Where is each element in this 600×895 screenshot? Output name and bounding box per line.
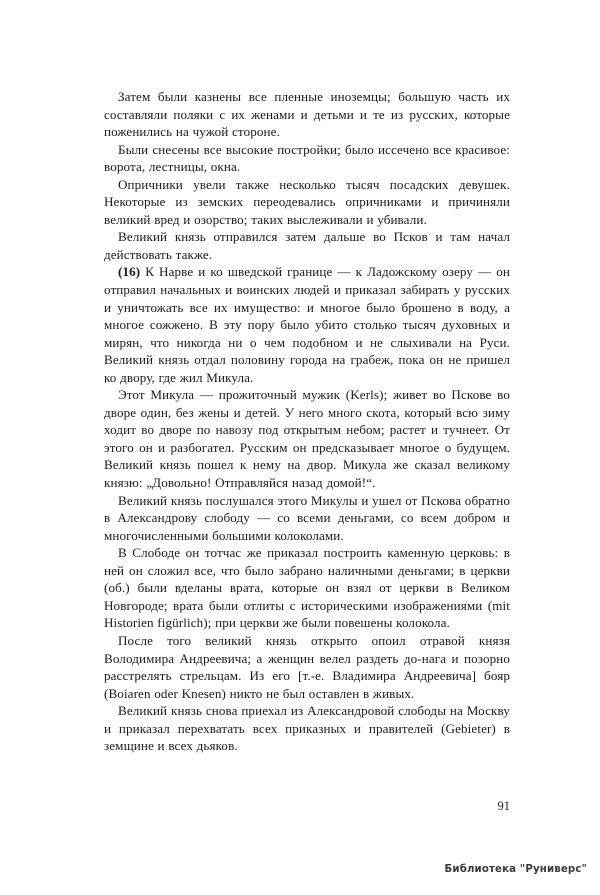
paragraph-text: К Нарве и ко шведской границе — к Ладожскому озеру — он отправил начальных и воинских людей и приказал забирать у русских и уничтожать все их имущество: и многое было брошено в воду, а многое сожжено. В эту пору было убито столько тысяч духовных и мирян, что никогда ни о чем подобном и не слыхивали на Руси. Великий князь отдал половину города на грабеж, пока он не пришел ко двору, где жил Микула. [104, 264, 510, 385]
page-text-body [104, 88, 510, 755]
paragraph: Затем были казнены все пленные иноземцы; большую часть их составляли поляки с их женами и детьми и те из русских, которые поженились на чужой стороне. [104, 89, 510, 140]
paragraph: Великий князь снова приехал из Александровой слободы на Москву и приказал перехватать всех приказных и правителей (Gebieter) в земщине и всех дьяков. [104, 703, 510, 754]
paragraph: Великий князь послушался этого Микулы и ушел от Пскова обратно в Александрову слободу — со всеми деньгами, со всем добром и многочисленными большими колоколами. [104, 492, 510, 543]
paragraph: Опричники увели также несколько тысяч посадских девушек. Некоторые из земских переодевались опричниками и причиняли великий вред и озорство; таких выслеживали и убивали. [104, 176, 510, 227]
library-footer-stamp: Библиотека "Руниверс" [444, 864, 587, 875]
paragraph: После того великий князь открыто опоил отравой князя Володимира Андреевича; а женщин велел раздеть до-нага и позорно расстрелять стрельцам. Из его [т.-е. Владимира Андреевича] бояр (Boiaren oder Knesen) никто не был оставлен в живых. [104, 632, 510, 701]
section-marker: (16) [118, 264, 141, 280]
paragraph-numbered-16 [104, 263, 510, 386]
paragraph: Были снесены все высокие постройки; было иссечено все красивое: ворота, лестницы, окна. [104, 141, 510, 175]
paragraph: Великий князь отправился затем дальше во Псков и там начал действовать также. [104, 229, 510, 262]
paragraph: Этот Микула — прожиточный мужик (Kerls); живет во Пскове во дворе один, без жены и детей. У него много скота, который всю зиму ходит во дворе по навозу под открытым небом; растет и тучнеет. От этого он и разбогател. Русским он предсказывает многое о будущем. Великий князь пошел к нему на двор. Микула же сказал великому князю: „Довольно! Отправляйся назад домой!“. [104, 387, 510, 491]
paragraph: В Слободе он тотчас же приказал построить каменную церковь: в ней он сложил все, что было забрано наличными деньгами; в церкви (об.) были вделаны врата, которые он взял от церкви в Великом Новгороде; врата были отлиты с историческими изображениями (mit Historien figürlich); при церкви же были повешены колокола. [104, 545, 510, 631]
page-number: 91 [497, 799, 510, 813]
